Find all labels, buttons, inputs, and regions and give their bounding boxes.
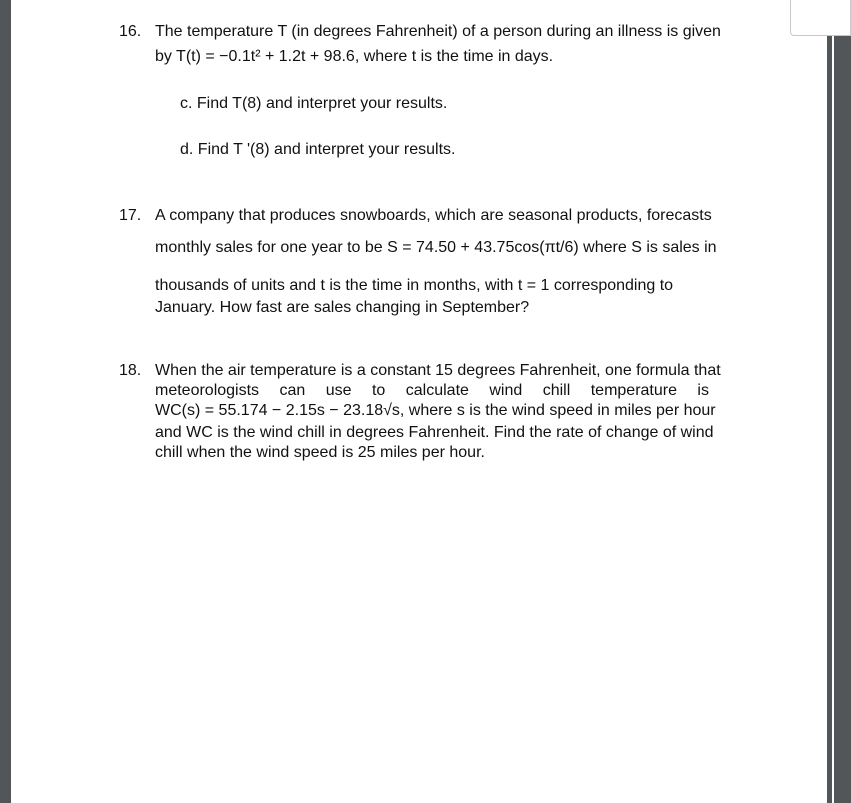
- problem-text-line: monthly sales for one year to be S = 74.50 + 43.75cos(πt/6) where S is sales in: [155, 239, 717, 256]
- problem-number: 18.: [119, 362, 142, 379]
- subpart-d: d. Find T '(8) and interpret your results.: [180, 141, 456, 158]
- problem-text-line: WC(s) = 55.174 − 2.15s − 23.18√s, where s is the wind speed in miles per hour: [155, 402, 716, 419]
- problem-text-line: January. How fast are sales changing in September?: [155, 299, 530, 316]
- problem-text-line: by T(t) = −0.1t² + 1.2t + 98.6, where t is the time in days.: [155, 48, 554, 65]
- problem-text-line: thousands of units and t is the time in months, with t = 1 corresponding to: [155, 277, 674, 294]
- scrollbar-track[interactable]: [827, 36, 851, 803]
- problem-16: [119, 21, 731, 161]
- problem-text-line: The temperature T (in degrees Fahrenheit) of a person during an illness is given: [155, 23, 721, 40]
- viewer-toolbar[interactable]: [790, 0, 851, 36]
- problem-17: [119, 205, 731, 325]
- problem-text-line: When the air temperature is a constant 15 degrees Fahrenheit, one formula that: [155, 362, 721, 379]
- problem-text-line: and WC is the wind chill in degrees Fahrenheit. Find the rate of change of wind: [155, 424, 714, 441]
- problem-18: [119, 360, 731, 470]
- problem-text-line: meteorologists can use to calculate wind chill temperature is: [155, 382, 709, 399]
- problem-text-line: A company that produces snowboards, which are seasonal products, forecasts: [155, 207, 712, 224]
- problem-number: 16.: [119, 23, 142, 40]
- problem-number: 17.: [119, 207, 142, 224]
- problem-text-line: chill when the wind speed is 25 miles per hour.: [155, 444, 485, 461]
- subpart-c: c. Find T(8) and interpret your results.: [180, 95, 448, 112]
